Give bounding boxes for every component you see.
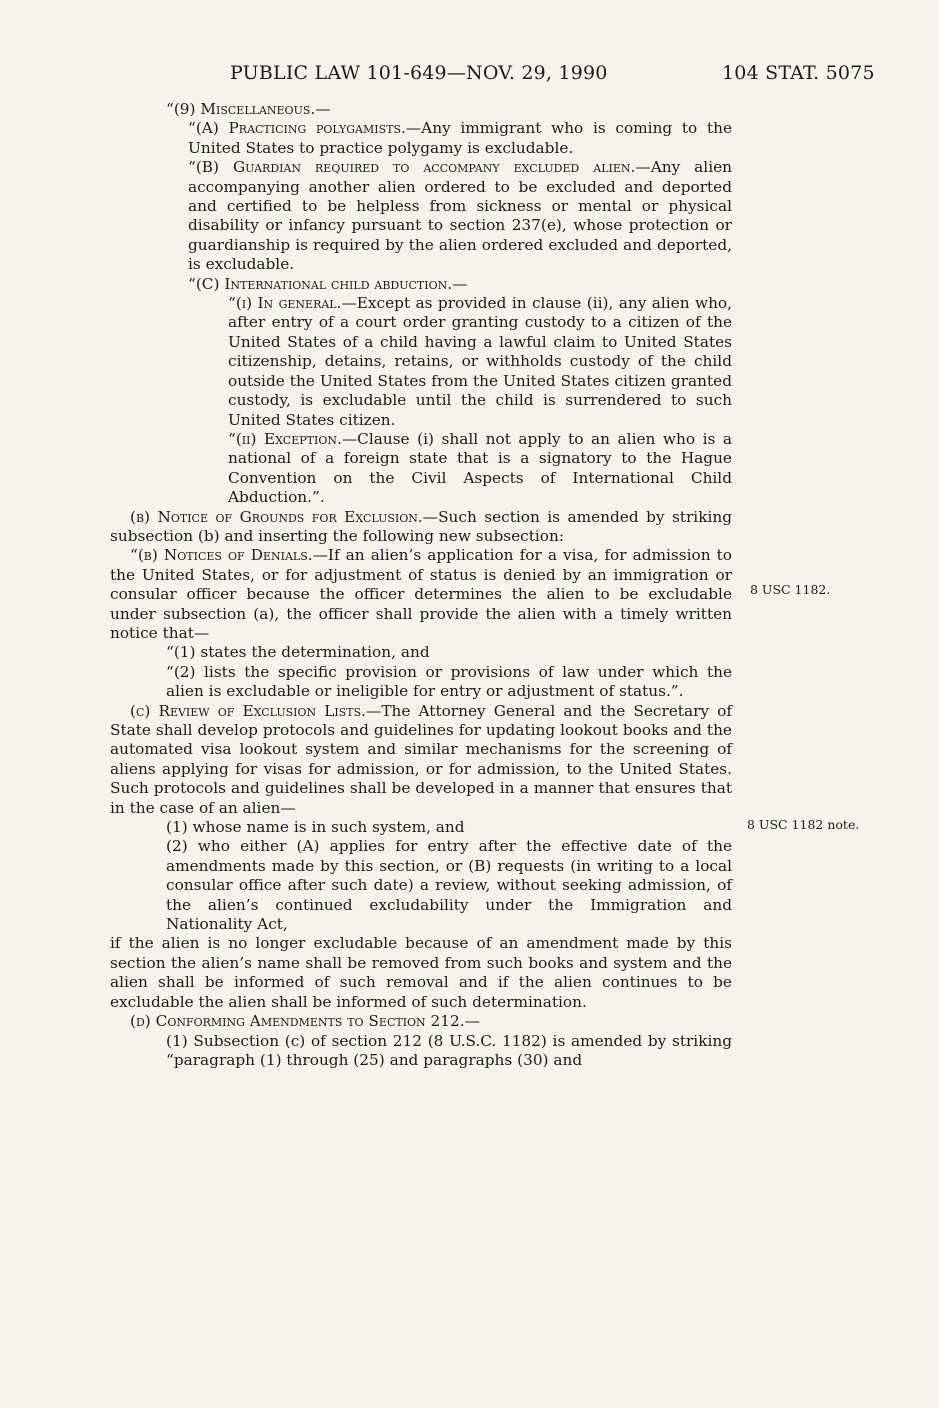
subsection-d-heading: (d) Conforming Amendments to Section 212.—: [130, 1012, 480, 1031]
subsection-c: (c) Review of Exclusion Lists.—The Attorney General and the Secretary of State shall develop protocols and guidelines for updating lookout books and the automated visa lookout system and similar mechanisms for the screening of aliens applying for visas for admission, or for admission, to the United States. Such protocols and guidelines shall be developed in a manner that ensures that in the case of an alien—: [110, 701, 732, 817]
paragraph-9B: “(B) Guardian required to accompany excluded alien.—Any alien accompanying another alien ordered to be excluded and deported and certified to be helpless from sickness or mental or physical disability or infancy pursuant to section 237(e), whose protection or guardianship is required by the alien ordered excluded and deported, is excludable.: [188, 158, 732, 274]
page-title: PUBLIC LAW 101-649—NOV. 29, 1990: [230, 62, 608, 84]
paragraph-9-heading: “(9) Miscellaneous.—: [166, 100, 331, 118]
margin-note-subsection-b: 8 USC 1182.: [750, 582, 831, 597]
subsection-d-item-1: (1) Subsection (c) of section 212 (8 U.S.C. 1182) is amended by striking “paragraph (1) through (25) and paragraphs (30) and: [166, 1031, 732, 1069]
running-header: [0, 62, 939, 88]
body-text: [110, 100, 732, 1070]
quoted-item-1: “(1) states the determination, and: [166, 643, 430, 662]
paragraph-9A: “(A) Practicing polygamists.—Any immigrant who is coming to the United States to practice polygamy is excludable.: [188, 119, 732, 157]
margin-note-subsection-c: 8 USC 1182 note.: [747, 817, 860, 832]
subsection-c-item-1: (1) whose name is in such system, and: [166, 818, 465, 837]
paragraph-9C-heading: “(C) International child abduction.—: [188, 274, 468, 293]
quoted-item-2: “(2) lists the specific provision or provisions of law under which the alien is excludable or ineligible for entry or adjustment of status.”.: [166, 662, 732, 701]
subsection-c-tail: if the alien is no longer excludable because of an amendment made by this section the alien’s name shall be removed from such books and system and the alien shall be informed of such removal and if the alien continues to be excludable the alien shall be informed of such determination.: [110, 934, 732, 1011]
clause-ii: “(ii) Exception.—Clause (i) shall not apply to an alien who is a national of a foreign state that is a signatory to the Hague Convention on the Civil Aspects of International Child Abduction.”.: [228, 429, 732, 507]
subsection-c-item-2: (2) who either (A) applies for entry after the effective date of the amendments made by this section, or (B) requests (in writing to a local consular office after such date) a review, without seeking admission, of the alien’s continued excludability under the Immigration and Nationality Act,: [166, 837, 732, 934]
clause-i: “(i) In general.—Except as provided in clause (ii), any alien who, after entry of a court order granting custody to a citizen of the United States of a child having a lawful claim to United States citizenship, detains, retains, or withholds custody of the child outside the United States from the United States citizen granted custody, is excludable until the child is surrendered to such United States citizen.: [228, 294, 732, 429]
stat-page-number: 104 STAT. 5075: [722, 62, 875, 84]
subsection-b: (b) Notice of Grounds for Exclusion.—Such section is amended by striking subsection (b) and inserting the following new subsection:: [110, 507, 733, 545]
quoted-subsection-b: “(b) Notices of Denials.—If an alien’s application for a visa, for admission to the United States, or for adjustment of status is denied by an immigration or consular officer because the officer determines the alien to be excludable under subsection (a), the officer shall provide the alien with a timely written notice that—: [110, 546, 732, 642]
